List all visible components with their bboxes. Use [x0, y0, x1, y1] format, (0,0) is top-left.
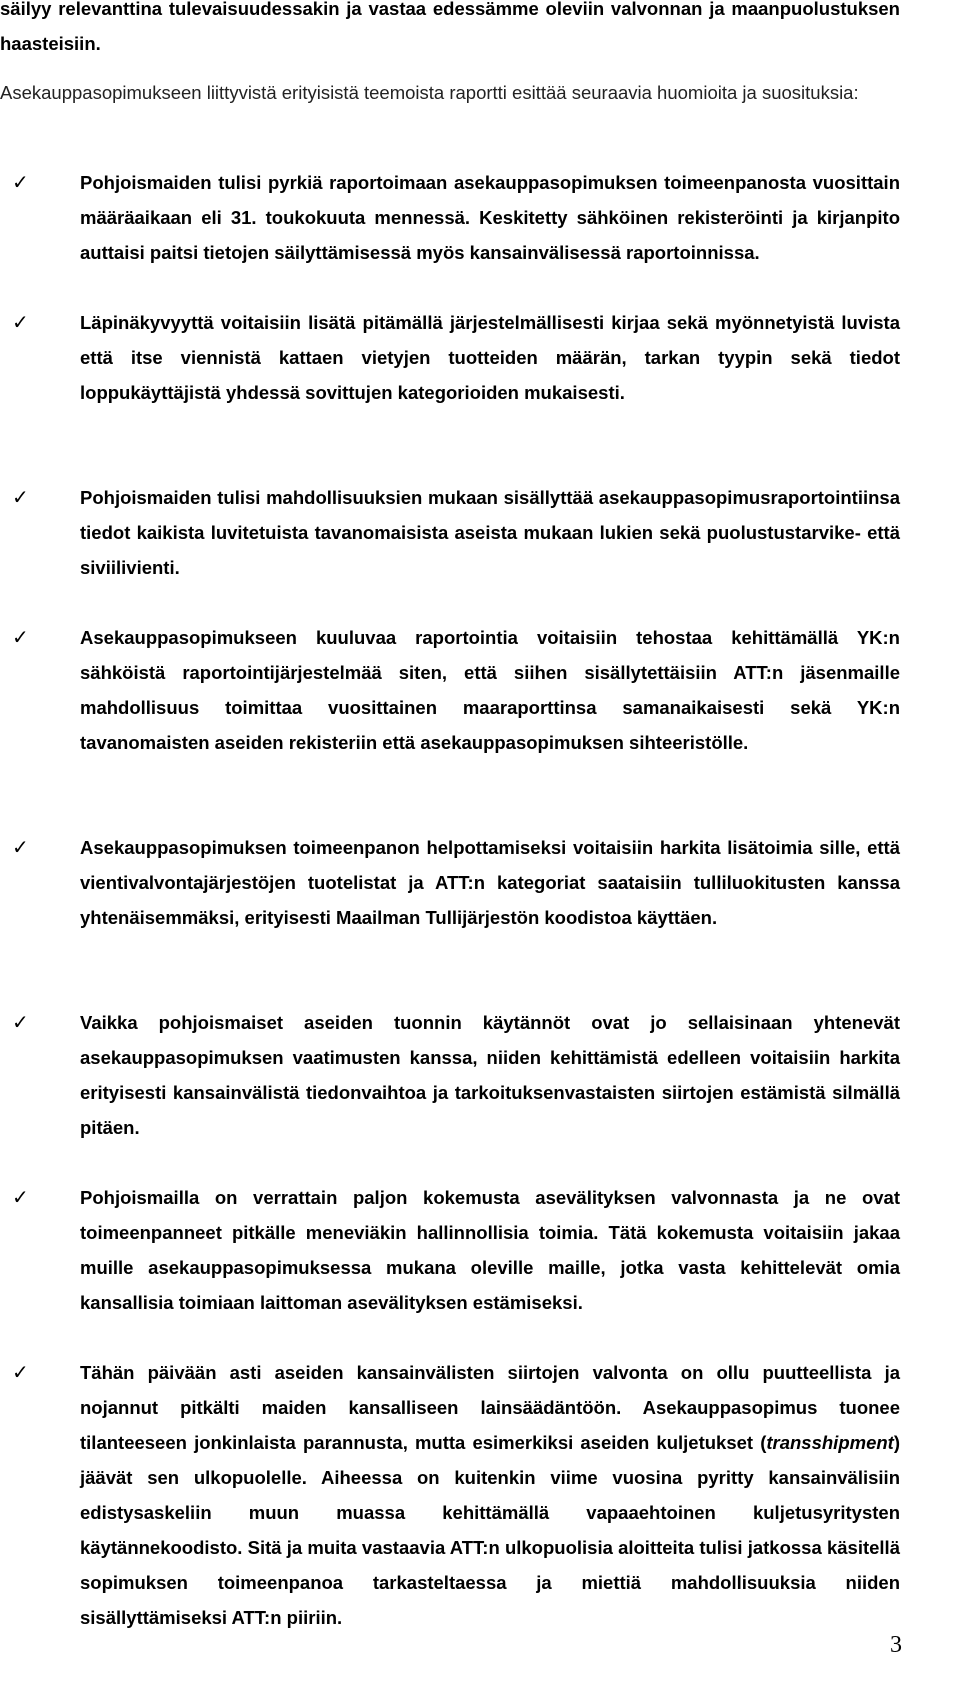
intro-paragraph: säilyy relevanttina tulevaisuudessakin ja vastaa edessämme oleviin valvonnan ja maanpuolustuksen haasteisiin.: [0, 0, 900, 54]
recommendation-text-part: ) jäävät sen ulkopuolelle. Aiheessa on kuitenkin viime vuosina pyritty kansainvälisiin edistysaskeliin muun muassa kehittämällä vapaaehtoinen kuljetusyritysten käytännekoodisto. Sitä ja muita vastaavia ATT:n ulkopuolisia aloitteita tulisi jatkossa käsitellä sopimuksen toimeenpanoa tarkasteltaessa ja miettiä mahdollisuuksia niiden sisällyttämiseksi ATT:n piiriin.: [80, 1432, 900, 1628]
checkmark-icon: ✓: [12, 1360, 29, 1384]
recommendation-text: Pohjoismaiden tulisi mahdollisuuksien mukaan sisällyttää asekauppasopimusraportointiinsa tiedot kaikista luvitetuista tavanomaisista aseista mukaan lukien sekä puolustustarvike- että siviilivienti.: [80, 487, 900, 578]
lead-paragraph: Asekauppasopimukseen liittyvistä erityisistä teemoista raportti esittää seuraavia huomioita ja suosituksia:: [0, 82, 859, 103]
recommendation-text: [80, 1355, 900, 1635]
checkmark-icon: ✓: [12, 625, 29, 649]
checkmark-icon: ✓: [12, 310, 29, 334]
checkmark-icon: ✓: [12, 485, 29, 509]
checkmark-icon: ✓: [12, 1185, 29, 1209]
page-number: 3: [890, 1632, 902, 1658]
recommendation-text: Vaikka pohjoismaiset aseiden tuonnin käytännöt ovat jo sellaisinaan yhtenevät asekauppasopimuksen vaatimusten kanssa, niiden kehittämistä edelleen voitaisiin harkita erityisesti kansainvälistä tiedonvaihtoa ja tarkoituksenvastaisten siirtojen estämistä silmällä pitäen.: [80, 1012, 900, 1138]
checkmark-icon: ✓: [12, 1010, 29, 1034]
recommendation-text: Pohjoismaiden tulisi pyrkiä raportoimaan asekauppasopimuksen toimeenpanosta vuosittain määräaikaan eli 31. toukokuuta mennessä. Keskitetty sähköinen rekisteröinti ja kirjanpito auttaisi paitsi tietojen säilyttämisessä myös kansainvälisessä raportoinnissa.: [80, 172, 900, 263]
recommendation-text: Asekauppasopimukseen kuuluvaa raportointia voitaisiin tehostaa kehittämällä YK:n sähköistä raportointijärjestelmää siten, että siihen sisällytettäisiin ATT:n jäsenmaille mahdollisuus toimittaa vuosittainen maaraporttinsa samanaikaisesti sekä YK:n tavanomaisten aseiden rekisteriin että asekauppasopimuksen sihteeristölle.: [80, 627, 900, 753]
italic-term: transshipment: [766, 1432, 894, 1453]
recommendation-text-part: Tähän päivään asti aseiden kansainvälisten siirtojen valvonta on ollu puutteellista ja nojannut pitkälti maiden kansalliseen lainsäädäntöön. Asekauppasopimus tuonee tilanteeseen jonkinlaista parannusta, mutta esimerkiksi aseiden kuljetukset (: [80, 1362, 900, 1453]
recommendation-text: Pohjoismailla on verrattain paljon kokemusta asevälityksen valvonnasta ja ne ovat toimeenpanneet pitkälle meneviäkin hallinnollisia toimia. Tätä kokemusta voitaisiin jakaa muille asekauppasopimuksessa mukana oleville maille, jotka vasta kehittelevät omia kansallisia toimiaan laittoman asevälityksen estämiseksi.: [80, 1187, 900, 1313]
checkmark-icon: ✓: [12, 835, 29, 859]
recommendation-text: Läpinäkyvyyttä voitaisiin lisätä pitämällä järjestelmällisesti kirjaa sekä myönnetyistä luvista että itse viennistä kattaen vietyjen tuotteiden määrän, tarkan tyypin sekä tiedot loppukäyttäjistä yhdessä sovittujen kategorioiden mukaisesti.: [80, 312, 900, 403]
checkmark-icon: ✓: [12, 170, 29, 194]
recommendation-text: Asekauppasopimuksen toimeenpanon helpottamiseksi voitaisiin harkita lisätoimia sille, että vientivalvontajärjestöjen tuotelistat ja ATT:n kategoriat saataisiin tulliluokitusten kanssa yhtenäisemmäksi, erityisesti Maailman Tullijärjestön koodistoa käyttäen.: [80, 837, 900, 928]
